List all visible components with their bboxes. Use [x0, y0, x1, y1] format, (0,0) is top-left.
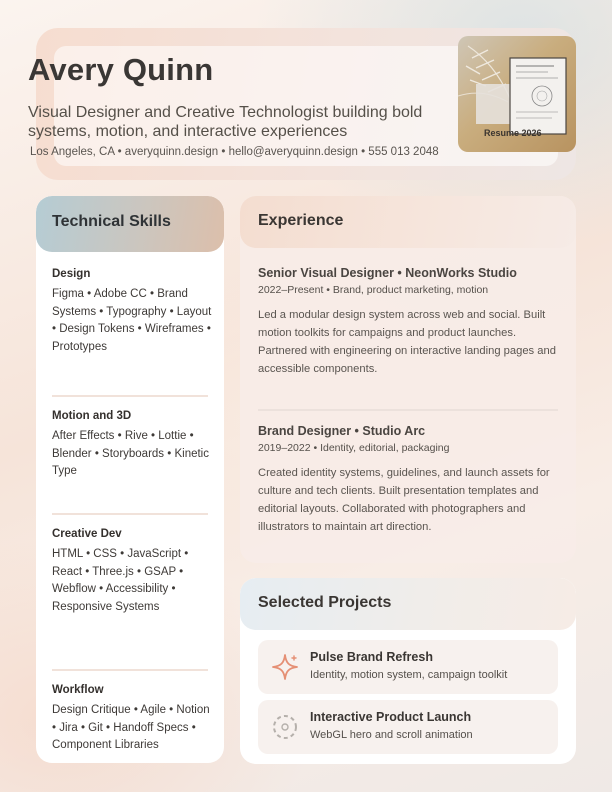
selected-projects-card [240, 578, 576, 764]
technical-skills-card [36, 196, 224, 763]
job-role: Senior Visual Designer • NeonWorks Studio [258, 266, 517, 280]
skill-group-title: Creative Dev [52, 528, 122, 540]
experience-header [240, 196, 576, 248]
divider [52, 513, 208, 515]
job-description: Created identity systems, guidelines, and launch assets for culture and tech clients. Built presentation templates and editorial layouts. Collaborated with photographers and illustrators to maintain art direction. [258, 467, 550, 533]
project-title: Interactive Product Launch [310, 710, 472, 724]
skills-header [36, 196, 224, 252]
job-meta: 2022–Present • Brand, product marketing, motion [258, 284, 489, 296]
skill-group-motion [52, 410, 212, 481]
skill-group-title: Design [52, 268, 91, 280]
skill-group-title: Workflow [52, 684, 104, 696]
experience-title: Experience [258, 212, 344, 229]
job-description: Led a modular design system across web and social. Built motion toolkits for campaigns and product launches. Partnered with engineering on interactive landing pages and accessible components. [258, 309, 556, 375]
skill-group-items: Figma • Adobe CC • Brand Systems • Typography • Layout • Design Tokens • Wireframes • Prototypes [52, 288, 212, 353]
skill-group-workflow [52, 684, 212, 755]
project-item [258, 700, 558, 754]
skills-title: Technical Skills [52, 213, 171, 230]
job-meta: 2019–2022 • Identity, editorial, packaging [258, 442, 450, 454]
skill-group-design [52, 268, 212, 356]
project-subtitle: WebGL hero and scroll animation [310, 729, 473, 741]
contact-line: Los Angeles, CA • averyquinn.design • hello@averyquinn.design • 555 013 2048 [30, 146, 439, 158]
divider [258, 409, 558, 411]
skill-group-items: HTML • CSS • JavaScript • React • Three.js • GSAP • Webflow • Accessibility • Responsive Systems [52, 548, 189, 613]
project-item [258, 640, 558, 694]
candidate-name: Avery Quinn [28, 52, 214, 87]
job-entry [258, 266, 558, 378]
thumbnail-caption: Resume 2026 [484, 128, 542, 138]
skill-group-items: Design Critique • Agile • Notion • Jira • Git • Handoff Specs • Component Libraries [52, 704, 210, 751]
skill-group-creative-dev [52, 528, 212, 616]
project-title: Pulse Brand Refresh [310, 650, 433, 664]
tagline: Visual Designer and Creative Technologist building bold systems, motion, and interactive experiences [28, 104, 423, 140]
experience-card [240, 196, 576, 563]
sparkle-icon [271, 653, 299, 681]
skill-group-title: Motion and 3D [52, 410, 132, 422]
resume-thumbnail [458, 36, 576, 152]
projects-title: Selected Projects [258, 594, 392, 611]
project-subtitle: Identity, motion system, campaign toolkit [310, 669, 508, 681]
divider [52, 395, 208, 397]
divider [52, 669, 208, 671]
job-entry [258, 424, 558, 536]
dashed-circle-icon [271, 713, 299, 741]
projects-header [240, 578, 576, 630]
skill-group-items: After Effects • Rive • Lottie • Blender • Storyboards • Kinetic Type [52, 430, 209, 477]
job-role: Brand Designer • Studio Arc [258, 424, 426, 438]
